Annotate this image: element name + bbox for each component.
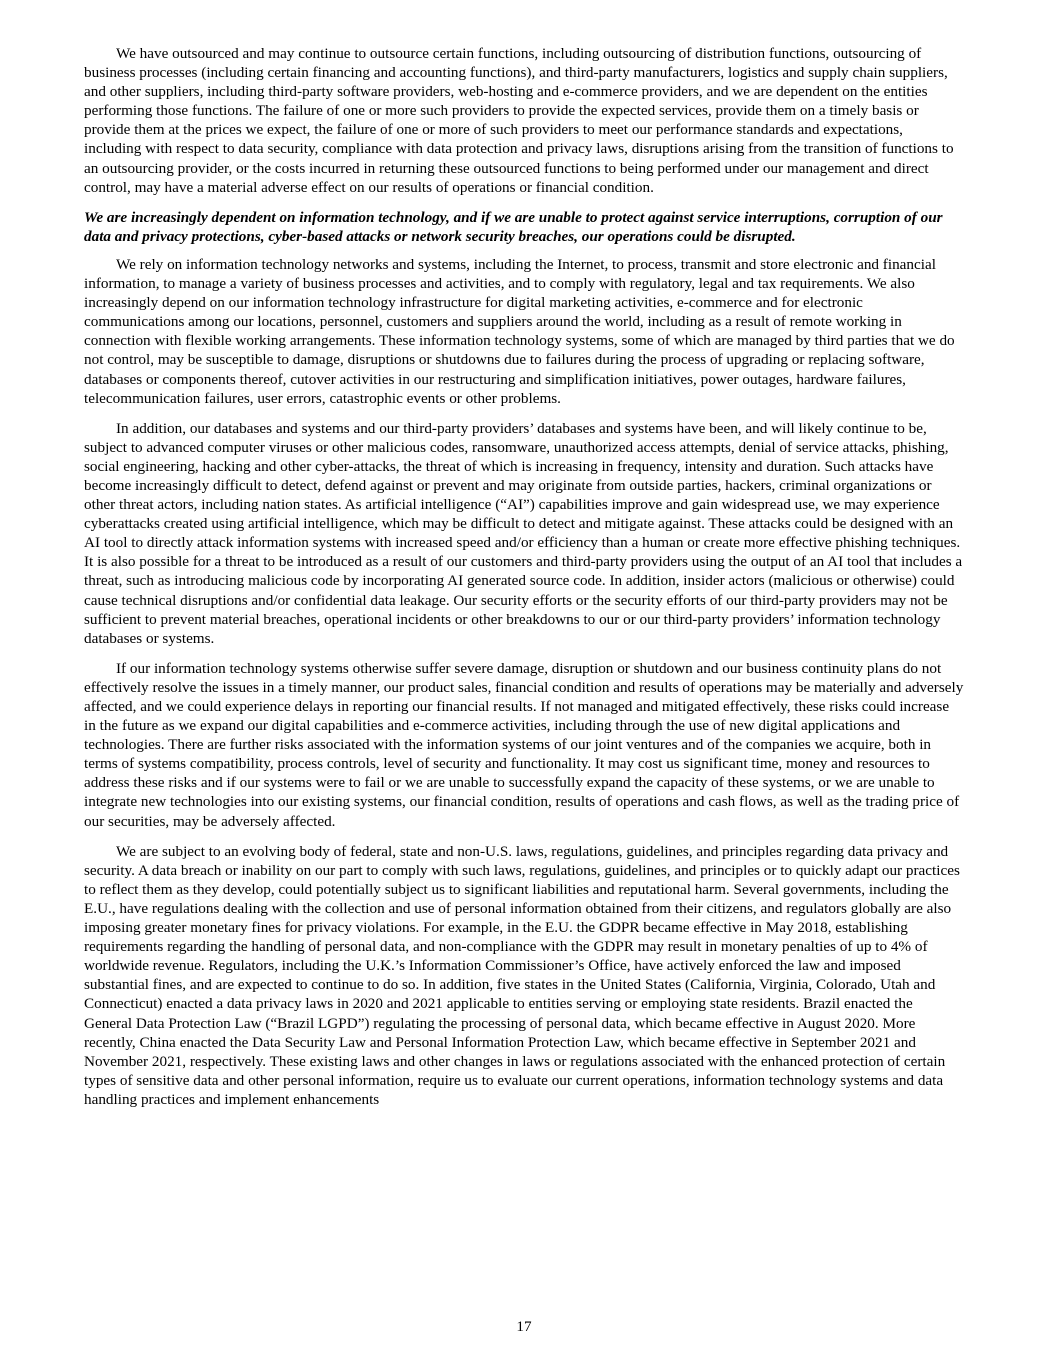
- paragraph-data-privacy: We are subject to an evolving body of federal, state and non-U.S. laws, regulations, guidelines, and principles regarding data privacy and security. A data breach or inability on our part to comply with such laws, regulations, guidelines, and principles or to quickly adapt our practices to reflect them as they develop, could potentially subject us to significant liabilities and reputational harm. Several governments, including the E.U., have regulations dealing with the collection and use of personal information obtained from their citizens, and regulators globally are also imposing greater monetary fines for privacy violations. For example, in the E.U. the GDPR became effective in May 2018, establishing requirements regarding the handling of personal data, and non-compliance with the GDPR may result in monetary penalties of up to 4% of worldwide revenue. Regulators, including the U.K.’s Information Commissioner’s Office, have actively enforced the law and imposed substantial fines, and are expected to continue to do so. In addition, five states in the United States (California, Virginia, Colorado, Utah and Connecticut) enacted a data privacy laws in 2020 and 2021 applicable to entities serving or employing state residents. Brazil enacted the General Data Protection Law (“Brazil LGPD”) regulating the processing of personal data, which became effective in August 2020. More recently, China enacted the Data Security Law and Personal Information Protection Law, which became effective in September 2021 and November 2021, respectively. These existing laws and other changes in laws or regulations associated with the enhanced protection of certain types of sensitive data and other personal information, require us to evaluate our current operations, information technology systems and data handling practices and implement enhancements: [84, 842, 960, 1108]
- page-number: 17: [516, 1318, 532, 1335]
- document-page: [84, 44, 964, 1120]
- paragraph-cyber-attacks: In addition, our databases and systems and our third-party providers’ databases and systems have been, and will likely continue to be, subject to advanced computer viruses or other malicious codes, ransomware, unauthorized access attempts, denial of service attacks, phishing, social engineering, hacking and other cyber-attacks, the threat of which is increasing in frequency, intensity and duration. Such attacks have become increasingly difficult to detect, defend against or prevent and may originate from outside parties, hackers, criminal organizations or other threat actors, including nation states. As artificial intelligence (“AI”) capabilities improve and gain widespread use, we may experience cyberattacks created using artificial intelligence, which may be difficult to detect and mitigate against. These attacks could be designed with an AI tool to directly attack information systems with increased speed and/or efficiency than a human or create more effective phishing techniques. It is also possible for a threat to be introduced as a result of our customers and third-party providers using the output of an AI tool that includes a threat, such as introducing malicious code by incorporating AI generated source code. In addition, insider actors (malicious or otherwise) could cause technical disruptions and/or confidential data leakage. Our security efforts or the security efforts of our third-party providers may not be sufficient to prevent material breaches, operational incidents or other breakdowns to our or our third-party providers’ information technology databases or systems.: [84, 419, 963, 647]
- paragraph-outsourcing: We have outsourced and may continue to outsource certain functions, including outsourcing of distribution functions, outsourcing of business processes (including certain financing and accounting functions), and third-party manufacturers, logistics and supply chain suppliers, and other suppliers, including third-party software providers, web-hosting and e-commerce providers, and we are dependent on the entities performing those functions. The failure of one or more such providers to provide the expected services, provide them on a timely basis or provide them at the prices we expect, the failure of one or more of such providers to meet our performance standards and expectations, including with respect to data security, compliance with data protection and privacy laws, disruptions arising from the transition of functions to an outsourcing provider, or the costs incurred in returning these outsourced functions to being performed under our management and direct control, may have a material adverse effect on our results of operations or financial condition.: [84, 45, 954, 196]
- section-heading-information-technology: We are increasingly dependent on information technology, and if we are unable to protect against service interruptions, corruption of our data and privacy protections, cyber-based attacks or network security breaches, our operations could be disrupted.: [84, 208, 943, 245]
- paragraph-it-networks: We rely on information technology networks and systems, including the Internet, to process, transmit and store electronic and financial information, to manage a variety of business processes and activities, and to comply with regulatory, legal and tax requirements. We also increasingly depend on our information technology infrastructure for digital marketing activities, e-commerce and for electronic communications among our locations, personnel, customers and suppliers around the world, including as a result of remote working in connection with flexible working arrangements. These information technology systems, some of which are managed by third parties that we do not control, may be susceptible to damage, disruptions or shutdowns due to failures during the process of upgrading or replacing software, databases or components thereof, cutover activities in our restructuring and simplification initiatives, power outages, hardware failures, telecommunication failures, user errors, catastrophic events or other problems.: [84, 255, 955, 407]
- paragraph-system-damage: If our information technology systems otherwise suffer severe damage, disruption or shutdown and our business continuity plans do not effectively resolve the issues in a timely manner, our product sales, financial condition and results of operations may be materially and adversely affected, and we could experience delays in reporting our financial results. If not managed and mitigated effectively, these risks could increase in the future as we expand our digital capabilities and e-commerce activities, including through the use of new digital applications and technologies. There are further risks associated with the information systems of our joint ventures and of the companies we acquire, both in terms of systems compatibility, process controls, level of security and functionality. It may cost us significant time, money and resources to address these risks and if our systems were to fail or we are unable to successfully expand the capacity of these systems, or we are unable to integrate new technologies into our existing systems, our financial condition, results of operations and cash flows, as well as the trading price of our securities, may be adversely affected.: [84, 659, 964, 830]
